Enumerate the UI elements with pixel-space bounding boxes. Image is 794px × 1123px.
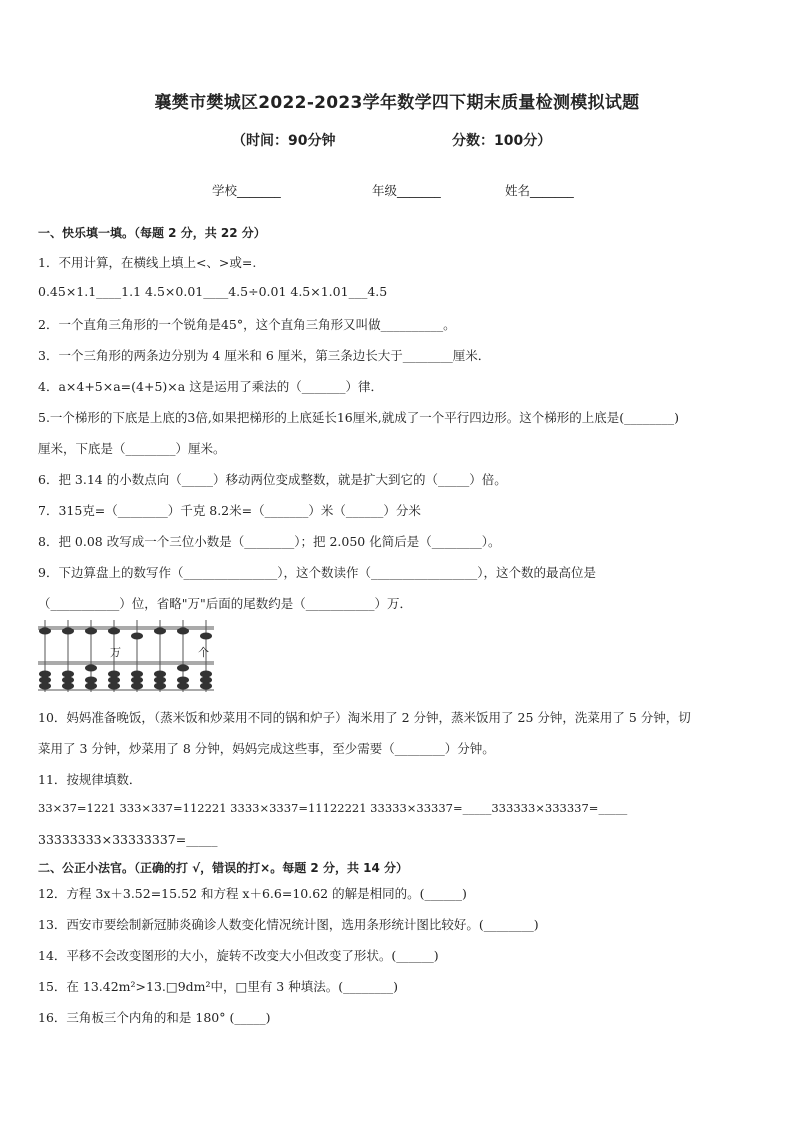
time-label: （时间：90分钟 [232,133,336,149]
name-field: 姓名_______ [505,183,574,198]
question-line: 10．妈妈准备晚饭，（蒸米饭和炒菜用不同的锅和炉子）淘米用了 2 分钟，蒸米饭用了 25 分钟，洗菜用了 5 分钟，切 [38,710,691,725]
score-label: 分数：100分） [452,133,552,149]
question-line: 14．平移不会改变图形的大小，旋转不改变大小但改变了形状。(______) [38,948,439,963]
question-line: 7．315克=（________）千克 8.2米=（_______）米（______）分米 [38,503,421,518]
question-line: 6．把 3.14 的小数点向（_____）移动两位变成整数，就是扩大到它的（_____）倍。 [38,472,507,487]
question-line: 33333333×33333337=_____ [38,832,218,847]
question-line: （___________）位，省略"万"后面的尾数约是（___________）万． [38,596,412,611]
question-line: 13．西安市要绘制新冠肺炎确诊人数变化情况统计图，选用条形统计图比较好。(________) [38,917,539,932]
page-title: 襄樊市樊城区2022-2023学年数学四下期末质量检测模拟试题 [154,93,640,113]
section-1-heading: 一、快乐填一填。（每题 2 分，共 22 分） [38,226,266,240]
question-line: 33×37=1221 333×337=112221 3333×3337=11122221 33333×33337=_____333333×333337=_____ [38,801,628,815]
question-line: 2．一个直角三角形的一个锐角是45°，这个直角三角形又叫做__________。 [38,317,456,332]
question-line: 1．不用计算，在横线上填上<、>或=. [38,255,257,270]
question-line: 12．方程 3x＋3.52=15.52 和方程 x＋6.6=10.62 的解是相同的。(______) [38,886,467,901]
question-line: 16．三角板三个内角的和是 180° (_____) [38,1010,271,1025]
question-line: 3．一个三角形的两条边分别为 4 厘米和 6 厘米，第三条边长大于________厘米． [38,348,491,363]
question-line: 9．下边算盘上的数写作（_______________），这个数读作（_________________），这个数的最高位是 [38,565,596,580]
question-line: 0.45×1.1____1.1 4.5×0.01____4.5÷0.01 4.5×1.01___4.5 [38,284,388,299]
question-line: 15．在 13.42m²>13.□9dm²中，□里有 3 种填法。(________) [38,979,398,994]
abacus-wan-label: 万 [110,646,121,659]
question-line: 4．a×4+5×a=(4+5)×a 这是运用了乘法的（_______）律． [38,379,383,394]
question-line: 厘米，下底是（________）厘米。 [38,441,226,456]
abacus-ge-label: 个 [198,646,209,659]
school-field: 学校_______ [212,183,281,198]
grade-field: 年级_______ [372,183,441,198]
question-line: 5.一个梯形的下底是上底的3倍,如果把梯形的上底延长16厘米,就成了一个平行四边形。这个梯形的上底是(________) [38,410,679,425]
question-line: 8．把 0.08 改写成一个三位小数是（________）；把 2.050 化简后是（________）。 [38,534,501,549]
question-line: 11．按规律填数． [38,772,142,787]
abacus-figure [38,620,218,696]
question-line: 菜用了 3 分钟，炒菜用了 8 分钟，妈妈完成这些事，至少需要（________）分钟。 [38,741,495,756]
section-2-heading: 二、公正小法官。（正确的打 √，错误的打×。每题 2 分，共 14 分） [38,861,408,875]
